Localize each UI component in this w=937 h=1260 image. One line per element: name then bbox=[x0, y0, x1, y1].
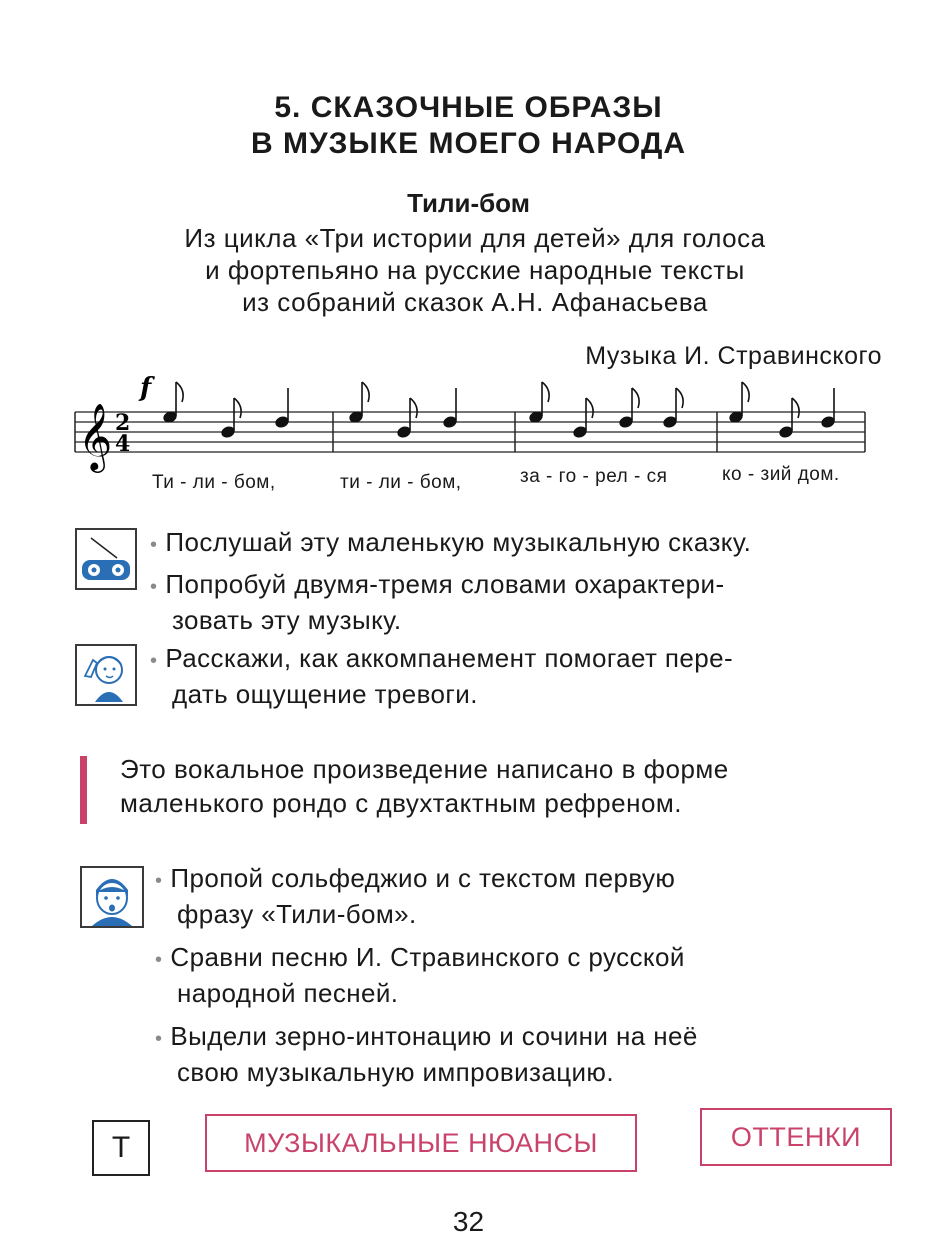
time-signature-top: 2 bbox=[115, 410, 131, 436]
task-tell bbox=[150, 642, 890, 711]
task-item: • Расскажи, как аккомпанемент помогает пере- bbox=[150, 643, 734, 673]
task-item: • Попробуй двумя-тремя словами охарактери- bbox=[150, 569, 725, 599]
chapter-title-line1: 5. СКАЗОЧНЫЕ ОБРАЗЫ bbox=[274, 91, 663, 124]
speaking-child-icon bbox=[75, 644, 137, 706]
time-signature-bottom: 4 bbox=[115, 431, 131, 457]
task-item: • Пропой сольфеджио и с текстом первую bbox=[155, 863, 676, 893]
task-item-continuation: дать ощущение тревоги. bbox=[172, 679, 478, 709]
lyric-1: Ти - ли - бом, bbox=[152, 472, 276, 493]
task-listen bbox=[150, 526, 890, 637]
note-accent-bar bbox=[80, 756, 87, 824]
glossary-term-shades: ОТТЕНКИ bbox=[700, 1108, 892, 1166]
task-item-continuation: народной песней. bbox=[177, 978, 399, 1008]
task-item: • Сравни песню И. Стравинского с русской bbox=[155, 942, 685, 972]
glossary-marker: Т bbox=[92, 1120, 150, 1176]
song-subtitle-line2: и фортепьяно на русские народные тексты bbox=[205, 255, 745, 285]
composer-credit: Музыка И. Стравинского bbox=[585, 342, 882, 370]
glossary-term-musical-nuances: МУЗЫКАЛЬНЫЕ НЮАНСЫ bbox=[205, 1114, 637, 1172]
task-item-continuation: свою музыкальную импровизацию. bbox=[177, 1057, 614, 1087]
singing-boy-icon bbox=[80, 866, 144, 928]
song-subtitle-line1: Из цикла «Три истории для детей» для голоса bbox=[184, 223, 766, 253]
task-item-continuation: фразу «Тили-бом». bbox=[177, 899, 417, 929]
task-item: • Выдели зерно-интонацию и сочини на неё bbox=[155, 1021, 698, 1051]
lyric-3: за - го - рел - ся bbox=[520, 466, 668, 487]
song-title: Тили-бом bbox=[407, 188, 530, 218]
music-staff bbox=[70, 368, 870, 478]
task-item: • Послушай эту маленькую музыкальную сказку. bbox=[150, 527, 752, 557]
lyric-2: ти - ли - бом, bbox=[340, 472, 462, 493]
dynamic-marking: f bbox=[140, 373, 152, 403]
note-block bbox=[120, 752, 900, 820]
radio-icon bbox=[75, 528, 137, 590]
chapter-title-line2: В МУЗЫКЕ МОЕГО НАРОДА bbox=[250, 127, 686, 160]
treble-clef-icon: 𝄞 bbox=[78, 402, 113, 470]
task-sing bbox=[155, 862, 890, 1089]
song-subtitle-line3: из собраний сказок А.Н. Афанасьева bbox=[242, 287, 708, 317]
lyric-4: ко - зий дом. bbox=[722, 464, 840, 485]
task-item-continuation: зовать эту музыку. bbox=[172, 605, 402, 635]
note-line: Это вокальное произведение написано в форме bbox=[120, 754, 729, 784]
note-line: маленького рондо с двухтактным рефреном. bbox=[120, 788, 683, 818]
page-number: 32 bbox=[452, 1206, 485, 1237]
